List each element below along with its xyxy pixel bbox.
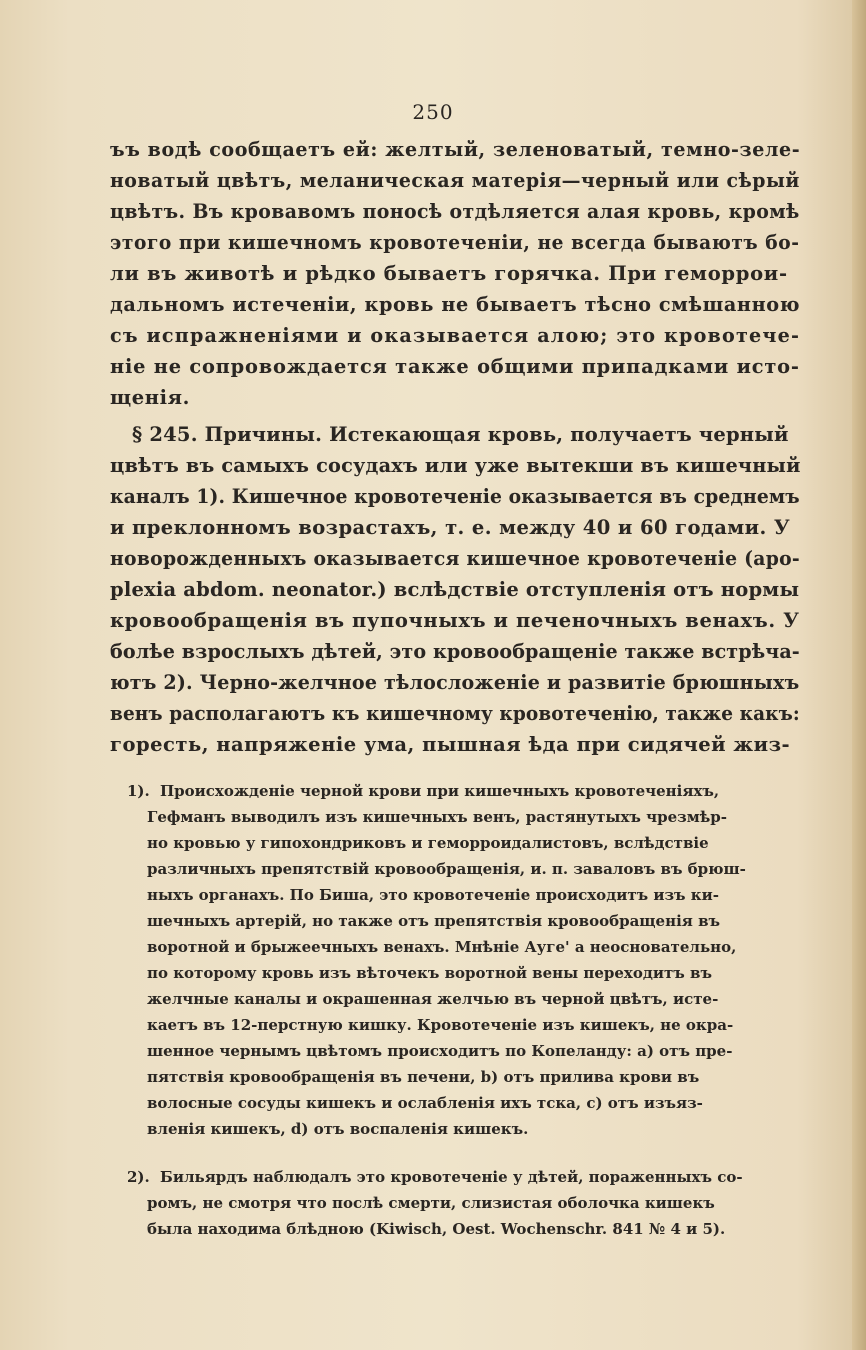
footnote-line: ныхъ органахъ. По Биша, это кровотеченіе происходитъ изъ ки-	[147, 886, 719, 904]
footnote-line: шечныхъ артерій, но также отъ препятствія кровообращенія въ	[147, 912, 720, 930]
footnote-line: ромъ, не смотря что послѣ смерти, слизистая оболочка кишекъ	[147, 1194, 715, 1212]
text-line: болѣе взрослыхъ дѣтей, это кровообращеніе также встрѣча-	[110, 640, 800, 663]
footnote-marker: 1).	[127, 782, 150, 800]
text-line: ли въ животѣ и рѣдко бываетъ горячка. При геморрои-	[110, 262, 788, 285]
page-number: 250	[412, 100, 454, 124]
footnote-line: Происхожденіе черной крови при кишечныхъ кровотеченіяхъ,	[160, 782, 720, 800]
text-line: и преклонномъ возрастахъ, т. е. между 40 и 60 годами. У	[110, 516, 791, 539]
page-edge	[852, 0, 866, 1350]
text-line: кровообращенія въ пупочныхъ и печеночныхъ венахъ. У	[110, 609, 800, 632]
section-heading-line: § 245. Причины. Истекающая кровь, получаетъ черный	[132, 423, 789, 446]
footnote-line: вленія кишекъ, d) отъ воспаленія кишекъ.	[147, 1120, 529, 1138]
text-line: новорожденныхъ оказывается кишечное кровотеченіе (apo-	[110, 547, 801, 570]
text-line: каналъ 1). Кишечное кровотеченіе оказывается въ среднемъ	[110, 485, 800, 508]
footnote-line: шенное чернымъ цвѣтомъ происходитъ по Копеланду: a) отъ пре-	[147, 1042, 733, 1060]
text-line: дальномъ истеченіи, кровь не бываетъ тѣсно смѣшанною	[110, 293, 801, 316]
text-line: цвѣтъ. Въ кровавомъ поносѣ отдѣляется алая кровь, кромѣ	[110, 200, 800, 223]
text-line: plexia abdom. neonator.) вслѣдствіе отступленія отъ нормы	[110, 578, 800, 601]
footnote-marker: 2).	[127, 1168, 150, 1186]
text-line: ніе не сопровождается также общими припадками исто-	[110, 355, 800, 378]
text-line: венъ располагаютъ къ кишечному кровотеченію, также какъ:	[110, 702, 800, 725]
text-line: щенія.	[110, 386, 190, 409]
footnote-line: но кровью у гипохондриковъ и геморроидалистовъ, вслѣдствіе	[147, 834, 709, 852]
footnote-line: волосные сосуды кишекъ и ослабленія ихъ тска, c) отъ изъяз-	[147, 1094, 703, 1112]
text-line: цвѣтъ въ самыхъ сосудахъ или уже вытекши въ кишечный	[110, 454, 801, 477]
footnote-line: по которому кровь изъ вѣточекъ воротной вены переходитъ въ	[147, 964, 712, 982]
text-line: этого при кишечномъ кровотеченіи, не всегда бываютъ бо-	[110, 231, 800, 254]
footnote-line: различныхъ препятствій кровообращенія, и. п. заваловъ въ брюш-	[147, 860, 746, 878]
text-line: новатый цвѣтъ, меланическая матерія—черный или сѣрый	[110, 169, 800, 192]
footnote-line: воротной и брыжеечныхъ венахъ. Мнѣніе Ауге' а неосновательно,	[147, 938, 737, 956]
text-line: ъъ водѣ сообщаетъ ей: желтый, зеленоватый, темно-зеле-	[110, 138, 801, 161]
footnote-line: была находима блѣдною (Kiwisch, Oest. Wochenschr. 841 № 4 и 5).	[147, 1220, 726, 1238]
footnote-line: пятствія кровообращенія въ печени, b) отъ прилива крови въ	[147, 1068, 700, 1086]
text-line: съ испражненіями и оказывается алою; это кровотече-	[110, 324, 801, 347]
footnote-line: желчные каналы и окрашенная желчью въ черной цвѣтъ, исте-	[147, 990, 719, 1008]
footnote-line: каетъ въ 12-перстную кишку. Кровотеченіе изъ кишекъ, не окра-	[147, 1016, 734, 1034]
footnote-line: Бильярдъ наблюдалъ это кровотеченіе у дѣтей, пораженныхъ со-	[160, 1168, 743, 1186]
text-line: горесть, напряженіе ума, пышная ѣда при сидячей жиз-	[110, 733, 791, 756]
text-line: ютъ 2). Черно-желчное тѣлосложеніе и развитіе брюшныхъ	[110, 671, 800, 694]
footnote-line: Гефманъ выводилъ изъ кишечныхъ венъ, растянутыхъ чрезмѣр-	[147, 808, 727, 826]
